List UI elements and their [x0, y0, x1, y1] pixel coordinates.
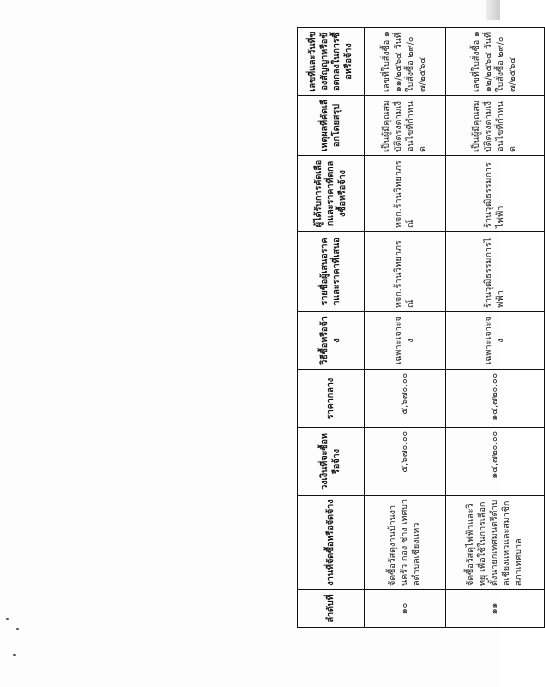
cell-reason: เป็นผู้มีคุณสมบัติตรงตามเงื่อนไขที่กำหนด	[365, 96, 446, 156]
cell-reason: เป็นผู้มีคุณสมบัติตรงตามเงื่อนไขที่กำหนด	[445, 96, 544, 156]
cell-contract: เลขที่ใบสั่งซื้อ ๑๑๒/๒๕๖๔ วันที่ใบสั่งซื้อ ๒๙/๐๗/๒๕๖๔	[445, 28, 544, 96]
cell-contract: เลขที่ใบสั่งซื้อ ๑๑๑/๒๕๖๔ วันที่ใบสั่งซื้อ ๒๙/๐๗/๒๕๖๔	[365, 28, 446, 96]
cell-winner: หจก.ร้านวิทยาภรณ์	[365, 156, 446, 232]
cell-item: จัดซื้อวัสดุไฟฟ้าและวิทยุ เพื่อใช้ในการเลือกตั้งนายกเทศมนตรีตำบลเชียงแหวและสมาชิกสภาเทศบาล	[445, 496, 544, 590]
cell-method: เฉพาะเจาะจง	[445, 312, 544, 370]
header-winner: ผู้ได้รับการคัดเลือกและราคาที่ตกลงซื้อหรือจ้าง	[298, 156, 365, 232]
procurement-table	[297, 27, 545, 628]
header-no: ลำดับที่	[298, 590, 365, 628]
cell-item: จัดซื้อวัสดุงานบ้านงานครัว กอง ช่าง เทศบาลตำบลเชียงแหว	[365, 496, 446, 590]
rotated-table-wrapper	[297, 28, 545, 628]
scan-edge-shadow	[486, 0, 500, 20]
header-budget: วงเงินที่จะซื้อหรือจ้าง	[298, 428, 365, 496]
cell-budget: ๕,๖๗๐.๐๐	[365, 428, 446, 496]
cell-bidders: หจก.ร้านวิทยาภรณ์	[365, 232, 446, 312]
header-bidders: รายชื่อผู้เสนอราคาและราคาที่เสนอ	[298, 232, 365, 312]
header-method: วิธีซื้อหรือจ้าง	[298, 312, 365, 370]
header-contract: เลขที่และวันที่ของสัญญาหรือข้อตกลงในการซื้อหรือจ้าง	[298, 28, 365, 96]
cell-no: ๑๐	[365, 590, 446, 628]
table-row	[445, 28, 544, 628]
table-row	[365, 28, 446, 628]
cell-no: ๑๑	[445, 590, 544, 628]
header-reason: เหตุผลที่คัดเลือกโดยสรุป	[298, 96, 365, 156]
cell-method: เฉพาะเจาะจง	[365, 312, 446, 370]
cell-winner: ร้านวุฒิธรรมการไฟฟ้า	[445, 156, 544, 232]
scan-speck	[13, 654, 16, 656]
header-median-price: ราคากลาง	[298, 370, 365, 428]
cell-bidders: ร้านวุฒิธรรมการไฟฟ้า	[445, 232, 544, 312]
cell-median-price: ๑๔,๗๒๐.๐๐	[445, 370, 544, 428]
header-item: งานที่จัดซื้อหรือจัดจ้าง	[298, 496, 365, 590]
scan-speck	[6, 618, 9, 620]
table-header-row	[298, 28, 365, 628]
cell-median-price: ๕,๖๗๐.๐๐	[365, 370, 446, 428]
cell-budget: ๑๔,๗๒๐.๐๐	[445, 428, 544, 496]
scan-speck	[16, 628, 19, 630]
